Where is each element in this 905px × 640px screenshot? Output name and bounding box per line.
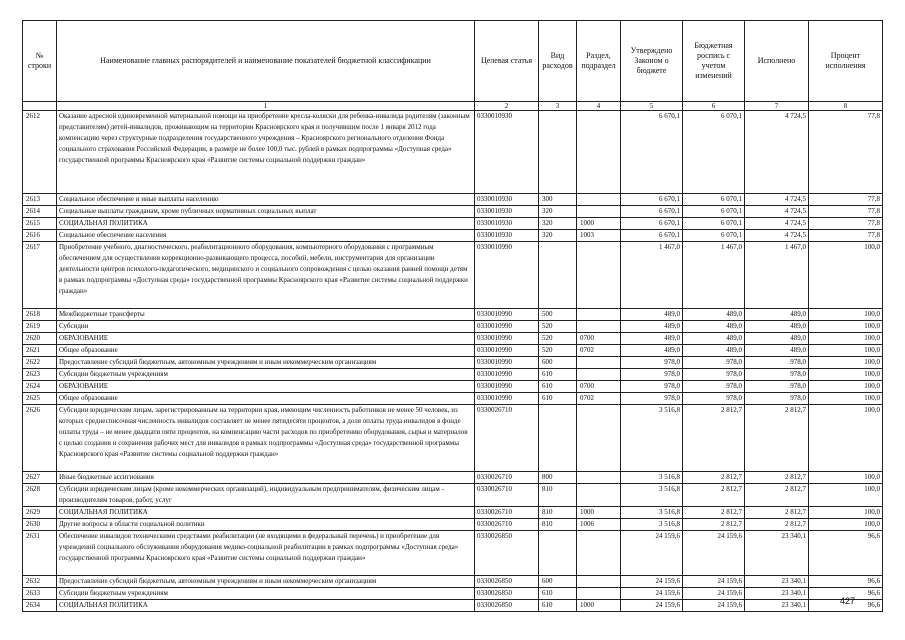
table-row [23,369,883,381]
executed-amount-cell: 2 812,7 [745,507,809,519]
budget-list-amount-cell: 489,0 [683,345,745,357]
row-name-cell: Обеспечение инвалидов техническими средствами реабилитации (не входящими в федеральный перечень) и приобретение для учреждений социального обслуживания оборудования медико-социальной реабилитации в рамках подпрограммы «Доступная среда» государственной программы Красноярского края «Развитие системы социальной поддержки граждан» [57,531,475,576]
row-number-cell: 2624 [23,381,57,393]
target-article-cell: 0330026710 [475,472,539,484]
executed-amount-cell: 489,0 [745,333,809,345]
row-number-cell: 2617 [23,242,57,309]
expense-type-cell: 610 [539,588,577,600]
approved-amount-cell: 489,0 [621,333,683,345]
percent-cell: 77,8 [809,206,883,218]
row-name-cell: ОБРАЗОВАНИЕ [57,333,475,345]
row-number-cell: 2612 [23,111,57,194]
expense-type-cell [539,242,577,309]
target-article-cell: 0330010990 [475,369,539,381]
expense-type-cell: 610 [539,600,577,612]
budget-list-amount-cell: 6 070,1 [683,206,745,218]
section-cell [577,309,621,321]
section-cell [577,321,621,333]
row-number-cell: 2620 [23,333,57,345]
budget-list-amount-cell: 24 159,6 [683,576,745,588]
expense-type-cell: 610 [539,393,577,405]
target-article-cell: 0330010930 [475,218,539,230]
expense-type-cell: 600 [539,357,577,369]
row-name-cell: Приобретение учебного, диагностического, реабилитационного оборудования, компьютерного оборудования с программным обеспечением для осуществления коррекционно-развивающего процесса, пособий, мебели, инструментария для организации деятельности центров психолого-педагогического, медицинского и социального сопровождения с целью оказания ранней помощи детям в рамках подпрограммы «Доступная среда» государственной программы Красноярского края «Развитие системы социальной поддержки граждан» [57,242,475,309]
table-row [23,242,883,309]
section-cell [577,194,621,206]
target-article-cell: 0330010990 [475,309,539,321]
target-article-cell: 0330010930 [475,194,539,206]
executed-amount-cell: 23 340,1 [745,588,809,600]
target-article-cell: 0330026710 [475,484,539,507]
row-name-cell: Предоставление субсидий бюджетным, автономным учреждениям и иным некоммерческим организациям [57,357,475,369]
executed-amount-cell: 23 340,1 [745,576,809,588]
row-number-cell: 2632 [23,576,57,588]
expense-type-cell: 300 [539,194,577,206]
executed-amount-cell: 4 724,5 [745,230,809,242]
target-article-cell: 0330026710 [475,519,539,531]
section-cell: 1003 [577,230,621,242]
executed-amount-cell: 23 340,1 [745,531,809,576]
row-number-cell: 2616 [23,230,57,242]
executed-amount-cell: 2 812,7 [745,405,809,472]
target-article-cell: 0330026710 [475,405,539,472]
table-row [23,357,883,369]
row-number-cell: 2622 [23,357,57,369]
section-cell: 1000 [577,507,621,519]
col-number: 7 [745,102,809,111]
row-name-cell: Предоставление субсидий бюджетным, автономным учреждениям и иным некоммерческим организациям [57,576,475,588]
executed-amount-cell: 978,0 [745,381,809,393]
table-row [23,206,883,218]
percent-cell: 100,0 [809,381,883,393]
target-article-cell: 0330010990 [475,242,539,309]
expense-type-cell: 810 [539,484,577,507]
col-number: 6 [683,102,745,111]
executed-amount-cell: 489,0 [745,321,809,333]
section-cell [577,588,621,600]
row-number-cell: 2628 [23,484,57,507]
col-header-section: Раздел, подраздел [577,21,621,102]
executed-amount-cell: 4 724,5 [745,111,809,194]
row-number-cell: 2625 [23,393,57,405]
table-row [23,194,883,206]
section-cell [577,531,621,576]
percent-cell: 100,0 [809,472,883,484]
table-row [23,230,883,242]
section-cell: 1000 [577,218,621,230]
budget-list-amount-cell: 24 159,6 [683,588,745,600]
executed-amount-cell: 978,0 [745,393,809,405]
expense-type-cell: 520 [539,345,577,357]
table-row [23,111,883,194]
row-number-cell: 2626 [23,405,57,472]
approved-amount-cell: 6 670,1 [621,218,683,230]
budget-list-amount-cell: 24 159,6 [683,531,745,576]
expense-type-cell: 320 [539,218,577,230]
row-number-cell: 2623 [23,369,57,381]
col-header-expense-type: Вид расходов [539,21,577,102]
col-number: 4 [577,102,621,111]
table-body [23,111,883,612]
percent-cell: 100,0 [809,242,883,309]
expense-type-cell: 810 [539,519,577,531]
table-row [23,405,883,472]
expense-type-cell [539,531,577,576]
section-cell: 0702 [577,345,621,357]
row-number-cell: 2629 [23,507,57,519]
col-number: 1 [57,102,475,111]
percent-cell: 100,0 [809,321,883,333]
target-article-cell: 0330010990 [475,333,539,345]
executed-amount-cell: 4 724,5 [745,206,809,218]
table-row [23,472,883,484]
target-article-cell: 0330010930 [475,230,539,242]
row-name-cell: СОЦИАЛЬНАЯ ПОЛИТИКА [57,507,475,519]
budget-list-amount-cell: 2 812,7 [683,405,745,472]
target-article-cell: 0330010930 [475,111,539,194]
approved-amount-cell: 6 670,1 [621,230,683,242]
col-header-target: Целевая статья [475,21,539,102]
approved-amount-cell: 978,0 [621,381,683,393]
approved-amount-cell: 1 467,0 [621,242,683,309]
target-article-cell: 0330026850 [475,576,539,588]
percent-cell: 77,8 [809,218,883,230]
section-cell [577,484,621,507]
expense-type-cell: 800 [539,472,577,484]
section-cell: 0700 [577,333,621,345]
executed-amount-cell: 2 812,7 [745,472,809,484]
approved-amount-cell: 3 516,8 [621,519,683,531]
executed-amount-cell: 2 812,7 [745,484,809,507]
row-name-cell: Социальное обеспечение и иные выплаты населению [57,194,475,206]
approved-amount-cell: 6 670,1 [621,194,683,206]
row-name-cell: Субсидии бюджетным учреждениям [57,588,475,600]
row-number-cell: 2619 [23,321,57,333]
budget-list-amount-cell: 1 467,0 [683,242,745,309]
expense-type-cell: 520 [539,333,577,345]
table-row [23,333,883,345]
approved-amount-cell: 24 159,6 [621,531,683,576]
section-cell [577,357,621,369]
col-number: 5 [621,102,683,111]
col-header-executed: Исполнено [745,21,809,102]
budget-list-amount-cell: 2 812,7 [683,484,745,507]
percent-cell: 100,0 [809,357,883,369]
table-row [23,519,883,531]
row-name-cell: Оказание адресной единовременной материальной помощи на приобретение кресла-коляски для ребенка-инвалида родителям (законным представителям) детей-инвалидов, проживающим на территории Красноярского края и получившим после 1 января 2012 года компенсацию через структурные подразделения государственного учреждения – Красноярского регионального отделения Фонда социального страхования Российской Федерации, в размере не более 100,0 тыс. рублей в рамках подпрограммы «Доступная среда» государственной программы Красноярского края «Развитие системы социальной поддержки граждан» [57,111,475,194]
approved-amount-cell: 6 670,1 [621,206,683,218]
percent-cell: 96,6 [809,531,883,576]
table-header-row [23,21,883,102]
table-row [23,507,883,519]
row-number-cell: 2615 [23,218,57,230]
row-name-cell: Общее образование [57,393,475,405]
section-cell: 1006 [577,519,621,531]
expense-type-cell: 610 [539,381,577,393]
budget-list-amount-cell: 978,0 [683,393,745,405]
percent-cell: 77,8 [809,111,883,194]
expense-type-cell: 320 [539,206,577,218]
row-name-cell: Субсидии бюджетным учреждениям [57,369,475,381]
target-article-cell: 0330010990 [475,381,539,393]
budget-list-amount-cell: 489,0 [683,309,745,321]
target-article-cell: 0330026710 [475,507,539,519]
percent-cell: 100,0 [809,309,883,321]
table-row [23,588,883,600]
row-name-cell: ОБРАЗОВАНИЕ [57,381,475,393]
table-row [23,531,883,576]
budget-report-sheet [22,20,882,612]
target-article-cell: 0330010990 [475,321,539,333]
approved-amount-cell: 3 516,8 [621,405,683,472]
percent-cell: 100,0 [809,519,883,531]
budget-list-amount-cell: 978,0 [683,369,745,381]
section-cell: 0702 [577,393,621,405]
table-row [23,393,883,405]
section-cell: 1000 [577,600,621,612]
percent-cell: 96,6 [809,588,883,600]
budget-list-amount-cell: 6 070,1 [683,111,745,194]
row-name-cell: Социальное обеспечение населения [57,230,475,242]
table-row [23,576,883,588]
row-name-cell: Межбюджетные трансферты [57,309,475,321]
approved-amount-cell: 978,0 [621,369,683,381]
budget-table [22,20,883,612]
budget-list-amount-cell: 6 070,1 [683,230,745,242]
row-number-cell: 2634 [23,600,57,612]
row-name-cell: Иные бюджетные ассигнования [57,472,475,484]
percent-cell: 100,0 [809,333,883,345]
budget-list-amount-cell: 489,0 [683,321,745,333]
table-row [23,600,883,612]
row-number-cell: 2618 [23,309,57,321]
executed-amount-cell: 978,0 [745,369,809,381]
percent-cell: 100,0 [809,369,883,381]
column-number-row [23,102,883,111]
approved-amount-cell: 24 159,6 [621,600,683,612]
target-article-cell: 0330026850 [475,531,539,576]
approved-amount-cell: 6 670,1 [621,111,683,194]
target-article-cell: 0330010930 [475,206,539,218]
percent-cell: 100,0 [809,345,883,357]
percent-cell: 96,6 [809,576,883,588]
row-name-cell: Социальные выплаты гражданам, кроме публичных нормативных социальных выплат [57,206,475,218]
budget-list-amount-cell: 2 812,7 [683,472,745,484]
row-number-cell: 2630 [23,519,57,531]
col-header-name: Наименование главных распорядителей и наименование показателей бюджетной классификации [57,21,475,102]
expense-type-cell [539,405,577,472]
col-number: 3 [539,102,577,111]
table-row [23,321,883,333]
row-number-cell: 2614 [23,206,57,218]
budget-list-amount-cell: 6 070,1 [683,194,745,206]
approved-amount-cell: 489,0 [621,321,683,333]
expense-type-cell: 610 [539,369,577,381]
table-row [23,309,883,321]
col-header-row-no: № строки [23,21,57,102]
percent-cell: 96,6 [809,600,883,612]
row-name-cell: СОЦИАЛЬНАЯ ПОЛИТИКА [57,600,475,612]
row-name-cell: Другие вопросы в области социальной политики [57,519,475,531]
table-row [23,218,883,230]
expense-type-cell: 810 [539,507,577,519]
section-cell [577,576,621,588]
executed-amount-cell: 4 724,5 [745,194,809,206]
budget-list-amount-cell: 24 159,6 [683,600,745,612]
approved-amount-cell: 3 516,8 [621,507,683,519]
row-name-cell: СОЦИАЛЬНАЯ ПОЛИТИКА [57,218,475,230]
budget-list-amount-cell: 2 812,7 [683,507,745,519]
approved-amount-cell: 978,0 [621,357,683,369]
percent-cell: 77,8 [809,230,883,242]
table-row [23,484,883,507]
expense-type-cell: 520 [539,321,577,333]
executed-amount-cell: 489,0 [745,345,809,357]
section-cell [577,369,621,381]
section-cell [577,405,621,472]
executed-amount-cell: 2 812,7 [745,519,809,531]
approved-amount-cell: 489,0 [621,345,683,357]
expense-type-cell: 500 [539,309,577,321]
executed-amount-cell: 23 340,1 [745,600,809,612]
budget-list-amount-cell: 978,0 [683,381,745,393]
target-article-cell: 0330010990 [475,345,539,357]
executed-amount-cell: 489,0 [745,309,809,321]
row-number-cell: 2631 [23,531,57,576]
budget-list-amount-cell: 978,0 [683,357,745,369]
col-number-blank [23,102,57,111]
col-header-percent: Процент исполнения [809,21,883,102]
row-number-cell: 2621 [23,345,57,357]
table-row [23,381,883,393]
approved-amount-cell: 3 516,8 [621,484,683,507]
table-row [23,345,883,357]
row-number-cell: 2613 [23,194,57,206]
target-article-cell: 0330026850 [475,600,539,612]
expense-type-cell [539,111,577,194]
budget-list-amount-cell: 2 812,7 [683,519,745,531]
approved-amount-cell: 978,0 [621,393,683,405]
expense-type-cell: 600 [539,576,577,588]
executed-amount-cell: 1 467,0 [745,242,809,309]
percent-cell: 100,0 [809,405,883,472]
section-cell [577,242,621,309]
row-name-cell: Субсидии [57,321,475,333]
section-cell [577,111,621,194]
approved-amount-cell: 24 159,6 [621,576,683,588]
percent-cell: 100,0 [809,484,883,507]
percent-cell: 100,0 [809,507,883,519]
col-header-budget-list: Бюджетная роспись с учетом изменений [683,21,745,102]
percent-cell: 100,0 [809,393,883,405]
row-number-cell: 2627 [23,472,57,484]
executed-amount-cell: 4 724,5 [745,218,809,230]
row-name-cell: Субсидии юридическим лицам (кроме некоммерческих организаций), индивидуальным предпринимателям, физическим лицам - производителям товаров, работ, услуг [57,484,475,507]
section-cell [577,472,621,484]
approved-amount-cell: 489,0 [621,309,683,321]
executed-amount-cell: 978,0 [745,357,809,369]
row-number-cell: 2633 [23,588,57,600]
approved-amount-cell: 3 516,8 [621,472,683,484]
percent-cell: 77,8 [809,194,883,206]
target-article-cell: 0330010990 [475,357,539,369]
row-name-cell: Общее образование [57,345,475,357]
col-number: 8 [809,102,883,111]
row-name-cell: Субсидии юридическим лицам, зарегистрированным на территории края, имеющим численность работников не менее 50 человек, из которых среднесписочная численность инвалидов составляет не менее пятидесяти процентов, а доля оплаты труда инвалидов в фонде оплаты труда – не менее двадцати пяти процентов, на компенсацию части расходов по приобретению оборудования, сырья и материалов с целью создания и сохранения рабочих мест для инвалидов в рамках подпрограммы «Доступная среда» государственной программы Красноярского края «Развитие системы социальной поддержки граждан» [57,405,475,472]
budget-list-amount-cell: 489,0 [683,333,745,345]
expense-type-cell: 320 [539,230,577,242]
target-article-cell: 0330026850 [475,588,539,600]
section-cell: 0700 [577,381,621,393]
approved-amount-cell: 24 159,6 [621,588,683,600]
page-number: 427 [839,596,855,606]
col-header-approved: Утверждено Законом о бюджете [621,21,683,102]
section-cell [577,206,621,218]
col-number: 2 [475,102,539,111]
target-article-cell: 0330010990 [475,393,539,405]
budget-list-amount-cell: 6 070,1 [683,218,745,230]
